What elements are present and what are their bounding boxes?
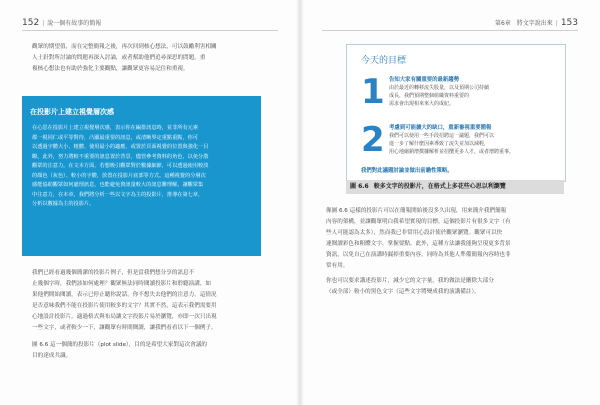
slide-item-1-number: 1 <box>361 72 385 112</box>
left-para-bottom: 我們已經看過幾個簡潔的投影片例子，但是當我們想分享的訊息不 止幾個字時，我們該如何處理？觀眾無法同時閱讀投影片和聆聽演講，如 果他們開始閱讀，表示已停止聽你說話，你不想失去他們的注意力。這情況 是否意味我們不能在投影片使用較多的文字？其實不然，這表示我們需要用 心地設計投影片，適過格式與布局讓文字投影片易於瀏覽，亦即一次只出現 一些文字，或者較少一下，讓觀眾有時間閱讀，讓我們看看以下一個例子。 <box>32 270 217 331</box>
left-page-header: 152 | 說一個有故事的簡報 <box>22 18 102 28</box>
example-slide-figure <box>346 44 566 182</box>
right-header-rule <box>322 30 578 31</box>
figure-caption-label: 圖 6.6 <box>350 183 369 190</box>
callout-title: 在投影片上建立視覺層次感 <box>30 108 114 116</box>
right-para-a: 像圖 6.6 這樣的投影片可以在簡報開始後沒多久出現，用來簡介我們簡報 內容的架構，並讓觀眾明白我希望實現的目標。這個投影片有很多文字（有 些人可能認為太多），然而我已非常用心設計使於觀眾瀏覽。觀眾可以快 速閱讀彩色和粗體文字，掌握要點。此外，這種方法讓我能夠呈現更多背景 資訊，以免自己在演講時漏掉重要內容，同時為其他人準備簡報內容時也非 常有用。 <box>326 208 511 269</box>
slide-item-2-heading: 考慮到可能擴大的缺口，重新審視重要簡報 <box>389 125 492 131</box>
figure-caption-text: 較多文字的投影片，在格式上多花些心思以利瀏覽 <box>373 183 506 190</box>
callout-body: 在心思在投影片上建立視覺層次感，表示你在編排訊息時，並非所有元素 都一視同仁或平等對待，凸顯最重要的訊息，或清晰界定重點重點，你可 以透過字體大小、粗體、使用最小的適應，或置於頁面視覺的位置與強化一目 瞭。此外，努力將較不重要的訊息置於背景，儘管參考資料的角色，以免分散 觀眾的注意力。在文本方面，若想吸引觀眾對於數據細節，可以透過使用較淡 的顏色（灰色）、較小的字體，放置在投影片底部等方式。這種視覺的分層次 感能協助觀眾如何處理訊息，也能避免資訊量較大的訊息難理解。讓觀眾集 中注意力，在本章，我們將分析一些以文字為主的投影片，推導在第七章， 分析以數據為主的投影片。 <box>32 125 209 207</box>
right-running-head: 第6章 將文字說出來 <box>494 20 553 27</box>
slide-footer: 我們對此議題討論並做出前瞻性策略。 <box>361 168 453 174</box>
left-header-rule <box>22 30 278 31</box>
left-para-last: 圖 6.6 這一個簡的投影片（plot slide），目的是希望大家對這次會議的 目的達成共識。 <box>32 342 208 359</box>
left-para-top: 觀眾的期望值，而在完整簡報之後，再次回到核心想法，可以鼓勵利害相關 人士針對所討論的問題再深入討論，或者幫助他們追尋深思的問題。重 複核心想法也有助於強化主要觀點，讓觀眾更容易記住和重視。 <box>32 44 217 72</box>
slide-title: 今天的目標 <box>361 56 407 66</box>
right-page-header: 第6章 將文字說出來 | 153 <box>494 18 578 28</box>
right-page-number: 153 <box>560 18 578 28</box>
slide-item-1: 1 告知大家有關重要的最新趨勢 由於最近的轉移流失股量，以及預期公司持續 成長，我們預期整個組織資料重要的 需求會出現相來來大的成紀。 <box>361 72 490 112</box>
slide-item-2-number: 2 <box>361 120 385 160</box>
figure-caption <box>346 180 564 194</box>
right-para-b: 你也可以要求講述投影片，減少它的文字量，我的做法是刪除大部分 （或全部）較小的黑色文字（這些文字將變成我的演講備註）。 <box>326 278 494 295</box>
book-gutter <box>296 0 304 405</box>
left-running-head: 說一個有故事的簡報 <box>47 20 102 27</box>
left-page-number: 152 <box>22 18 40 28</box>
slide-item-2: 2 考慮到可能擴大的缺口，重新審視重要簡報 我們可以使用一些手段招聘這一議題，我們可以 進一步了解什麼因素導致了流失並加以減輕， 用心地縮銷增撰據解析並招攬更多人才，或者增聘重事。 <box>361 120 515 160</box>
slide-item-1-heading: 告知大家有關重要的最新趨勢 <box>389 77 460 83</box>
visual-hierarchy-callout <box>22 96 261 256</box>
right-page <box>300 0 600 405</box>
